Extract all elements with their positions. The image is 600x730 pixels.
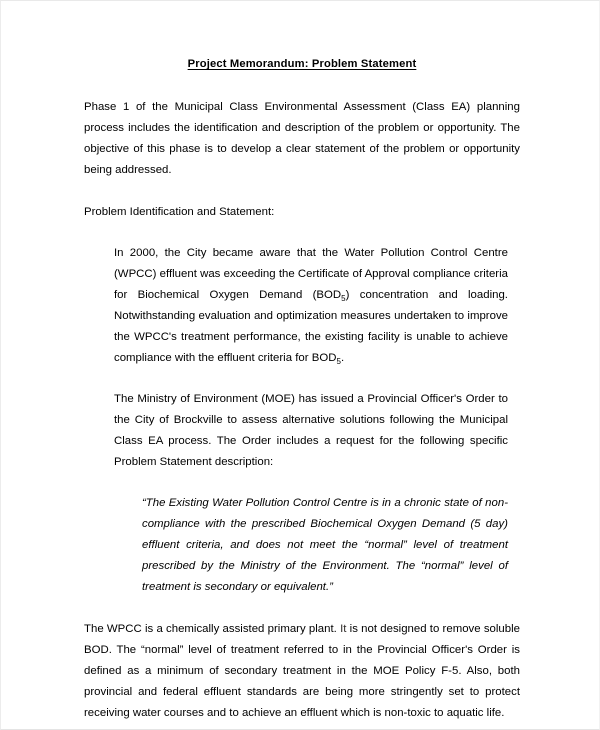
spacer xyxy=(84,181,520,202)
quoted-problem-statement: “The Existing Water Pollution Control Centre is in a chronic state of non-compliance with the prescribed Biochemical Oxygen Demand (5 day) effluent criteria, and does not meet the “normal” level of treatment prescribed by the Ministry of the Environment. The “normal” level of treatment is secondary or equivalent.” xyxy=(142,497,508,593)
paragraph-wpcc-criteria xyxy=(114,243,508,369)
spacer xyxy=(84,473,520,493)
spacer xyxy=(84,369,520,389)
paragraph-moe-order: The Ministry of Environment (MOE) has issued a Provincial Officer's Order to the City of Brockville to assess alternative solutions following the Municipal Class EA process. The Order includes a request for the following specific Problem Statement description: xyxy=(114,393,508,468)
section-label: Problem Identification and Statement: xyxy=(84,206,275,218)
final-text-part-2: is not designed to remove soluble BOD. The “normal” level of treatment referred to in the Provincial Officer's Order is defined as a minimum of secondary treatment in the MOE Policy F-5. Also, both provincial and federal effluent standards are being more stringently set to protect receiving water courses and to achieve an effluent which is non-toxic to aquatic life. xyxy=(84,623,521,719)
wpcc-text-part-3: . xyxy=(340,352,345,364)
wpcc-text-part-1: In 2000, the City became aware that the Water Pollution Control Centre (WPCC) effluent was exceeding the Certificate of Approval compliance criteria for Biochemical Oxygen Demand (BOD xyxy=(114,247,508,301)
document-body xyxy=(84,57,520,724)
intro-paragraph: Phase 1 of the Municipal Class Environmental Assessment (Class EA) planning process includes the identification and description of the problem or opportunity. The objective of this phase is to develop a clear statement of the problem or opportunity being addressed. xyxy=(84,101,520,176)
final-text-part-1: The WPCC is a chemically assisted primary plant. xyxy=(84,623,341,635)
paragraph-final-treatment xyxy=(84,619,520,724)
bod-subscript-second: 5 xyxy=(336,356,341,366)
spacer xyxy=(84,598,520,619)
wpcc-text-part-2: ) concentration and loading. Notwithstanding evaluation and optimization measures undertaken to improve the WPCC's treatment performance, the existing facility is unable to achieve compliance with the effluent criteria for BOD xyxy=(114,289,508,364)
page-title-text: Project Memorandum: Problem Statement xyxy=(187,58,417,70)
bod-subscript-first: 5 xyxy=(341,293,346,303)
final-text-highlight: It xyxy=(340,623,347,635)
spacer xyxy=(84,223,520,243)
page-title xyxy=(84,57,520,72)
